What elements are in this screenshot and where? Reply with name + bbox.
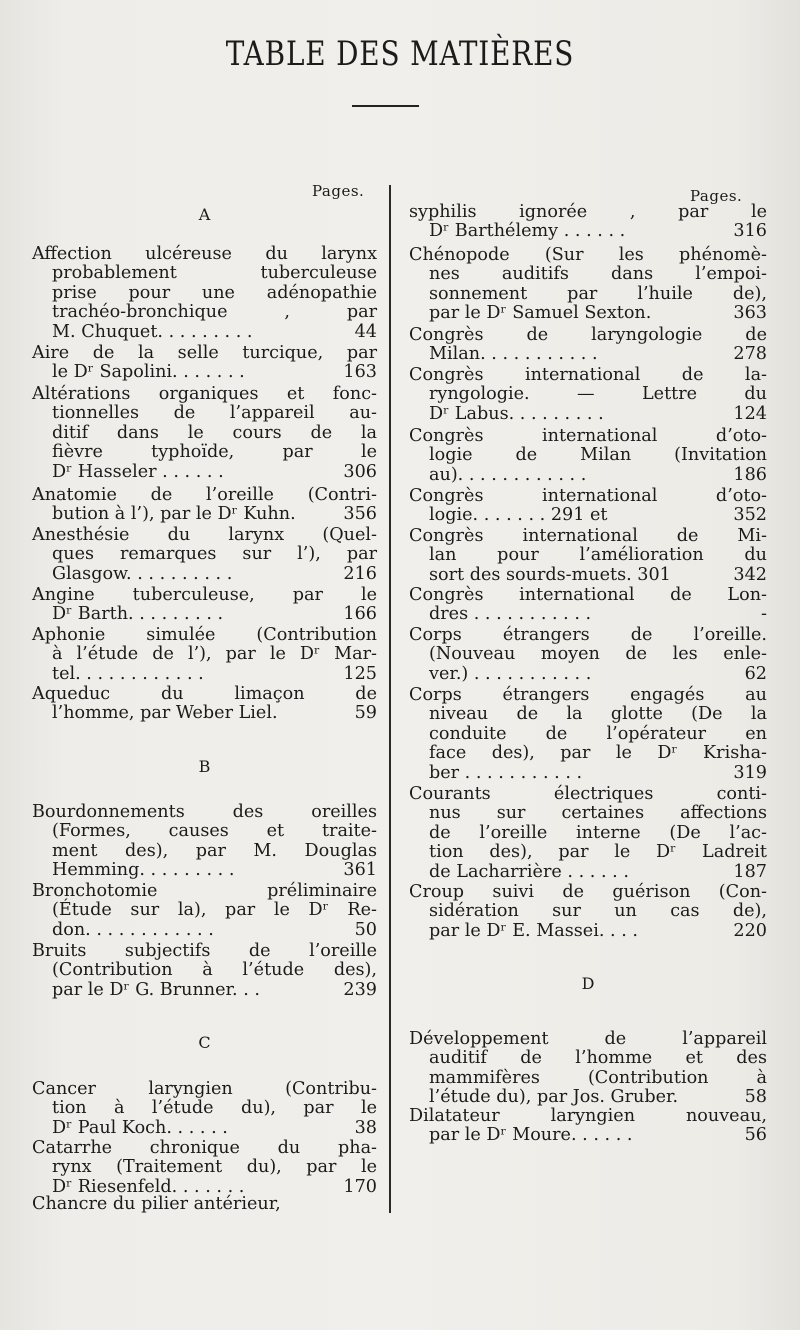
entry-line: Développement de l’appareil <box>409 1029 767 1049</box>
index-entry <box>32 803 377 881</box>
index-entry <box>32 245 377 342</box>
section-letter: B <box>198 757 211 776</box>
entry-page-number: - <box>761 604 767 625</box>
entry-line: trachéo-bronchique , par <box>52 302 377 323</box>
index-entry <box>409 1107 767 1146</box>
entry-page-number: 216 <box>343 563 377 584</box>
index-entry <box>32 486 377 525</box>
entry-line: tel. . . . . . . . . . . . <box>52 663 204 684</box>
entry-line: Dʳ Barth. . . . . . . . . <box>52 604 224 625</box>
entry-page-number: 56 <box>744 1125 767 1146</box>
entry-line: tion des), par le Dʳ Ladreit <box>429 842 767 863</box>
entry-page-number: 342 <box>733 564 767 585</box>
entry-line: Dʳ Hasseler . . . . . . <box>52 461 224 482</box>
entry-line: de l’oreille interne (De l’ac- <box>429 822 767 843</box>
index-entry <box>32 1139 377 1197</box>
index-entry <box>32 526 377 584</box>
entry-page-number: 220 <box>733 920 767 941</box>
entry-line: Corps étrangers engagés au <box>409 685 767 705</box>
entry-page-number: 124 <box>733 403 767 424</box>
entry-line: Dʳ Barthélemy . . . . . . <box>429 221 626 242</box>
entry-line: l’homme, par Weber Liel. <box>52 703 278 724</box>
entry-line: ver.) . . . . . . . . . . . <box>429 663 592 684</box>
entry-line: fièvre typhoïde, par le <box>52 442 377 463</box>
entry-line: probablement tuberculeuse <box>52 263 377 284</box>
entry-line: don. . . . . . . . . . . . <box>52 919 214 940</box>
entry-line: logie. . . . . . . 291 et <box>429 505 608 526</box>
index-entry <box>409 686 767 783</box>
index-entry <box>32 1195 377 1214</box>
entry-line: Dʳ Paul Koch. . . . . . <box>52 1117 228 1138</box>
entry-line: par le Dʳ Samuel Sexton. <box>429 303 652 324</box>
section-letter: C <box>198 1033 211 1052</box>
column-divider <box>389 185 391 1213</box>
entry-page-number: 239 <box>343 979 377 1000</box>
entry-line: le Dʳ Sapolini. . . . . . . <box>52 362 245 383</box>
entry-line: Anesthésie du larynx (Quel- <box>32 525 377 545</box>
entry-page-number: 50 <box>354 919 377 940</box>
entry-line: au). . . . . . . . . . . . <box>429 464 587 485</box>
title-rule <box>352 105 419 107</box>
index-entry <box>409 785 767 882</box>
entry-line: Aqueduc du limaçon de <box>32 684 377 704</box>
entry-line: Aphonie simulée (Contribution <box>32 625 377 645</box>
entry-line: nes auditifs dans l’empoi- <box>429 264 767 285</box>
entry-line: Aire de la selle turcique, par <box>32 343 377 363</box>
entry-page-number: 316 <box>733 221 767 242</box>
pages-header-left: Pages. <box>312 182 365 200</box>
entry-line: ment des), par M. Douglas <box>52 840 377 861</box>
entry-line: lan pour l’amélioration du <box>429 545 767 566</box>
entry-line: ques remarques sur l’), par <box>52 544 377 565</box>
entry-line: Congrès international d’oto- <box>409 486 767 506</box>
entry-line: de Lacharrière . . . . . . <box>429 861 629 882</box>
entry-line: par le Dʳ G. Brunner. . . <box>52 979 260 1000</box>
entry-line: auditif de l’homme et des <box>429 1048 767 1069</box>
index-entry <box>32 626 377 684</box>
entry-line: l’étude du), par Jos. Gruber. <box>429 1087 679 1108</box>
entry-line: sonnement par l’huile de), <box>429 283 767 304</box>
entry-page-number: 278 <box>733 344 767 365</box>
entry-page-number: 125 <box>343 663 377 684</box>
index-entry <box>32 882 377 940</box>
index-entry <box>409 326 767 365</box>
entry-line: Congrès international d’oto- <box>409 426 767 446</box>
entry-line: Altérations organiques et fonc- <box>32 384 377 404</box>
index-entry <box>409 586 767 625</box>
entry-page-number: 352 <box>733 505 767 526</box>
entry-line: sort des sourds-muets. 301 <box>429 564 671 585</box>
entry-line: Angine tuberculeuse, par le <box>32 585 377 605</box>
entry-line: Affection ulcéreuse du larynx <box>32 244 377 264</box>
entry-line: rynx (Traitement du), par le <box>52 1157 377 1178</box>
entry-line: à l’étude de l’), par le Dʳ Mar- <box>52 644 377 665</box>
index-entry <box>409 366 767 424</box>
entry-line: Courants électriques conti- <box>409 784 767 804</box>
page-title: TABLE DES MATIÈRES <box>225 34 575 74</box>
entry-line: bution à l’), par le Dʳ Kuhn. <box>52 504 296 525</box>
entry-line: nus sur certaines affections <box>429 803 767 824</box>
entry-line: Bronchotomie préliminaire <box>32 881 377 901</box>
entry-line: Chancre du pilier antérieur, <box>32 1194 281 1214</box>
entry-line: ryngologie. — Lettre du <box>429 384 767 405</box>
index-entry <box>409 203 767 242</box>
entry-line: (Nouveau moyen de les enle- <box>429 644 767 665</box>
entry-line: syphilis ignorée , par le <box>409 202 767 222</box>
entry-line: sidération sur un cas de), <box>429 901 767 922</box>
entry-page-number: 363 <box>733 303 767 324</box>
entry-line: Dilatateur laryngien nouveau, <box>409 1106 767 1126</box>
entry-line: Bourdonnements des oreilles <box>32 802 377 822</box>
entry-line: Dʳ Riesenfeld. . . . . . . <box>52 1176 245 1197</box>
entry-line: Corps étrangers de l’oreille. <box>409 625 767 645</box>
entry-line: M. Chuquet. . . . . . . . . <box>52 321 253 342</box>
entry-page-number: 187 <box>733 861 767 882</box>
index-entry <box>32 942 377 1000</box>
pages-header-right: Pages. <box>690 187 743 205</box>
entry-line: conduite de l’opérateur en <box>429 723 767 744</box>
entry-page-number: 170 <box>343 1176 377 1197</box>
entry-line: ditif dans le cours de la <box>52 422 377 443</box>
index-entry <box>409 883 767 941</box>
entry-line: prise pour une adénopathie <box>52 282 377 303</box>
index-entry <box>409 626 767 684</box>
entry-line: Glasgow. . . . . . . . . . <box>52 563 233 584</box>
entry-page-number: 356 <box>343 504 377 525</box>
entry-line: Catarrhe chronique du pha- <box>32 1138 377 1158</box>
index-entry <box>32 1080 377 1138</box>
index-entry <box>409 246 767 324</box>
entry-line: Cancer laryngien (Contribu- <box>32 1079 377 1099</box>
entry-line: tionnelles de l’appareil au- <box>52 403 377 424</box>
entry-line: face des), par le Dʳ Krisha- <box>429 743 767 764</box>
entry-page-number: 38 <box>354 1117 377 1138</box>
entry-page-number: 163 <box>343 362 377 383</box>
section-letter: A <box>198 205 211 224</box>
entry-line: Bruits subjectifs de l’oreille <box>32 941 377 961</box>
entry-page-number: 62 <box>744 663 767 684</box>
index-entry <box>409 1030 767 1108</box>
entry-line: mammifères (Contribution à <box>429 1067 767 1088</box>
section-letter: D <box>581 974 595 993</box>
entry-line: Hemming. . . . . . . . . <box>52 860 235 881</box>
entry-line: ber . . . . . . . . . . . <box>429 762 583 783</box>
index-entry <box>32 385 377 482</box>
entry-page-number: 59 <box>354 703 377 724</box>
entry-line: Anatomie de l’oreille (Contri- <box>32 485 377 505</box>
entry-line: Dʳ Labus. . . . . . . . . <box>429 403 604 424</box>
entry-line: Congrès international de Mi- <box>409 526 767 546</box>
entry-line: (Contribution à l’étude des), <box>52 960 377 981</box>
entry-line: Chénopode (Sur les phénomè- <box>409 245 767 265</box>
entry-page-number: 44 <box>354 321 377 342</box>
entry-page-number: 166 <box>343 604 377 625</box>
index-entry <box>32 685 377 724</box>
entry-page-number: 58 <box>744 1087 767 1108</box>
entry-line: Congrès de laryngologie de <box>409 325 767 345</box>
index-entry <box>409 527 767 585</box>
entry-line: par le Dʳ Moure. . . . . . <box>429 1125 633 1146</box>
entry-page-number: 186 <box>733 464 767 485</box>
index-entry <box>32 344 377 383</box>
entry-line: dres . . . . . . . . . . . <box>429 604 592 625</box>
entry-line: (Étude sur la), par le Dʳ Re- <box>52 900 377 921</box>
entry-line: Milan. . . . . . . . . . . <box>429 344 598 365</box>
entry-page-number: 361 <box>343 860 377 881</box>
entry-line: niveau de la glotte (De la <box>429 704 767 725</box>
entry-page-number: 319 <box>733 762 767 783</box>
entry-line: logie de Milan (Invitation <box>429 445 767 466</box>
entry-page-number: 306 <box>343 461 377 482</box>
index-entry <box>409 427 767 485</box>
index-entry <box>409 487 767 526</box>
index-entry <box>32 586 377 625</box>
entry-line: (Formes, causes et traite- <box>52 821 377 842</box>
entry-line: Congrès international de la- <box>409 365 767 385</box>
entry-line: tion à l’étude du), par le <box>52 1098 377 1119</box>
entry-line: par le Dʳ E. Massei. . . . <box>429 920 638 941</box>
entry-line: Croup suivi de guérison (Con- <box>409 882 767 902</box>
entry-line: Congrès international de Lon- <box>409 585 767 605</box>
